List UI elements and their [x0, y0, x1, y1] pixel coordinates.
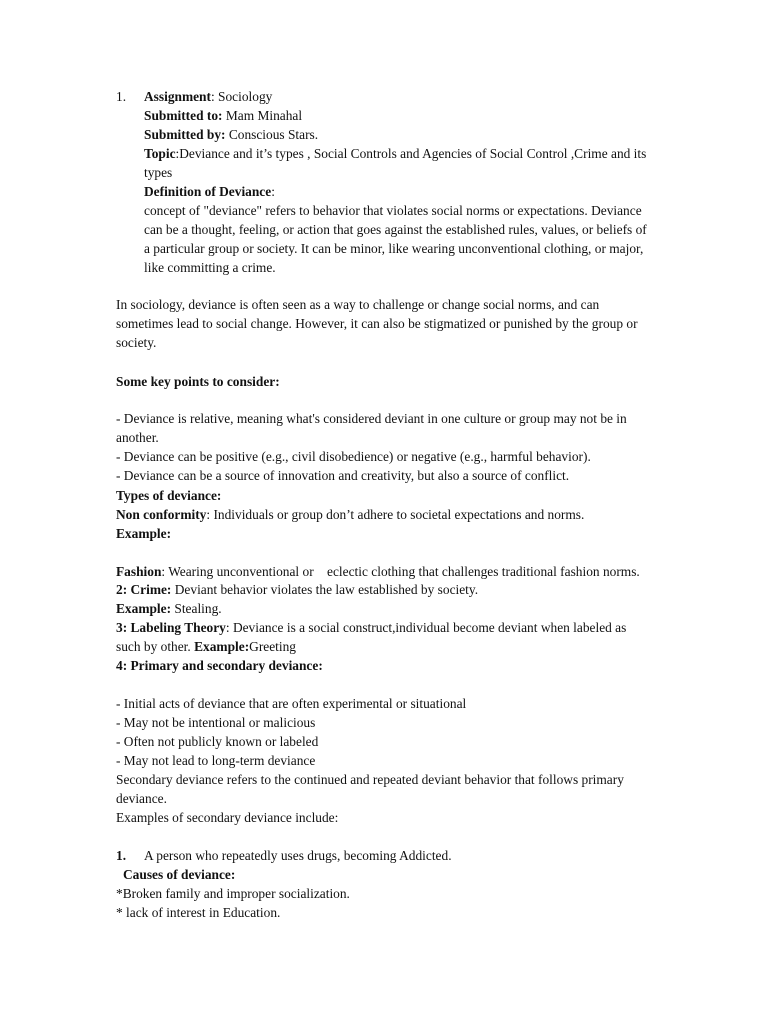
labeling-label: 3: Labeling Theory — [116, 620, 226, 635]
definition-line: like committing a crime. — [144, 260, 276, 275]
types-heading: Types of deviance: — [116, 488, 222, 503]
submitted-to-line — [144, 106, 302, 125]
topic-line — [144, 144, 646, 163]
definition-line: can be a thought, feeling, or action that goes against the established rules, values, or beliefs of — [144, 222, 647, 237]
intro-line: sometimes lead to social change. However, it can also be stigmatized or punished by the group or — [116, 316, 638, 331]
key-point-line: - Deviance can be a source of innovation and creativity, but also a source of conflict. — [116, 468, 570, 483]
nonconformity-text: : Individuals or group don’t adhere to societal expectations and norms. — [206, 507, 585, 522]
intro-line: society. — [116, 335, 157, 350]
secondary-line: Secondary deviance refers to the continued and repeated deviant behavior that follows primary — [116, 772, 624, 787]
list-number: 1. — [116, 89, 127, 104]
definition-line: a particular group or society. It can be minor, like wearing unconventional clothing, or major, — [144, 241, 644, 256]
topic-label: Topic — [144, 146, 176, 161]
key-point-line: - Deviance can be positive (e.g., civil disobedience) or negative (e.g., harmful behavior). — [116, 449, 591, 464]
crime-label: 2: Crime: — [116, 582, 172, 597]
submitted-to-value: Mam Minahal — [222, 108, 303, 123]
secondary-line: deviance. — [116, 791, 167, 806]
labeling-line — [116, 618, 626, 637]
labeling-text: : Deviance is a social construct,individual become deviant when labeled as — [225, 620, 627, 635]
cause-line: *Broken family and improper socialization. — [116, 886, 350, 901]
secondary-example-text: A person who repeatedly uses drugs, becoming Addicted. — [144, 848, 452, 863]
definition-heading — [144, 182, 275, 201]
definition-label: Definition of Deviance — [144, 184, 272, 199]
assignment-label: Assignment — [144, 89, 211, 104]
fashion-text: : Wearing unconventional or eclectic clothing that challenges traditional fashion norms. — [161, 564, 640, 579]
labeling-example-text: Greeting — [249, 639, 297, 654]
nonconformity-label: Non conformity — [116, 507, 207, 522]
submitted-by-label: Submitted by: — [144, 127, 226, 142]
crime-example-line — [116, 599, 222, 618]
crime-text: Deviant behavior violates the law established by society. — [171, 582, 479, 597]
primary-secondary-heading: 4: Primary and secondary deviance: — [116, 658, 323, 673]
submitted-by-line — [144, 125, 318, 144]
primary-line: - May not lead to long-term deviance — [116, 753, 316, 768]
labeling-line-continued — [116, 637, 296, 656]
key-point-line: - Deviance is relative, meaning what's considered deviant in one culture or group may not be in — [116, 411, 627, 426]
crime-line — [116, 580, 478, 599]
primary-line: - Initial acts of deviance that are often experimental or situational — [116, 696, 467, 711]
nonconformity-line — [116, 505, 584, 524]
fashion-line — [116, 562, 640, 581]
crime-example-text: Stealing. — [171, 601, 222, 616]
assignment-line — [144, 87, 272, 106]
crime-example-label: Example: — [116, 601, 172, 616]
cause-line: * lack of interest in Education. — [116, 905, 281, 920]
intro-line: In sociology, deviance is often seen as a way to challenge or change social norms, and can — [116, 297, 600, 312]
secondary-line: Examples of secondary deviance include: — [116, 810, 339, 825]
submitted-to-label: Submitted to: — [144, 108, 223, 123]
primary-line: - May not be intentional or malicious — [116, 715, 316, 730]
labeling-text-continued: such by other. — [116, 639, 195, 654]
definition-colon: : — [271, 184, 275, 199]
key-points-heading: Some key points to consider: — [116, 374, 280, 389]
topic-text: :Deviance and it’s types , Social Controls and Agencies of Social Control ,Crime and its — [175, 146, 647, 161]
labeling-example-label: Example: — [194, 639, 250, 654]
causes-heading: Causes of deviance: — [123, 867, 236, 882]
primary-line: - Often not publicly known or labeled — [116, 734, 319, 749]
assignment-value: : Sociology — [210, 89, 273, 104]
key-point-line: another. — [116, 430, 159, 445]
example-label: Example: — [116, 526, 172, 541]
topic-line-continued: types — [144, 165, 173, 180]
secondary-example-number: 1. — [116, 848, 127, 863]
submitted-by-value: Conscious Stars. — [225, 127, 319, 142]
definition-line: concept of "deviance" refers to behavior that violates social norms or expectations. Deviance — [144, 203, 642, 218]
fashion-label: Fashion — [116, 564, 162, 579]
